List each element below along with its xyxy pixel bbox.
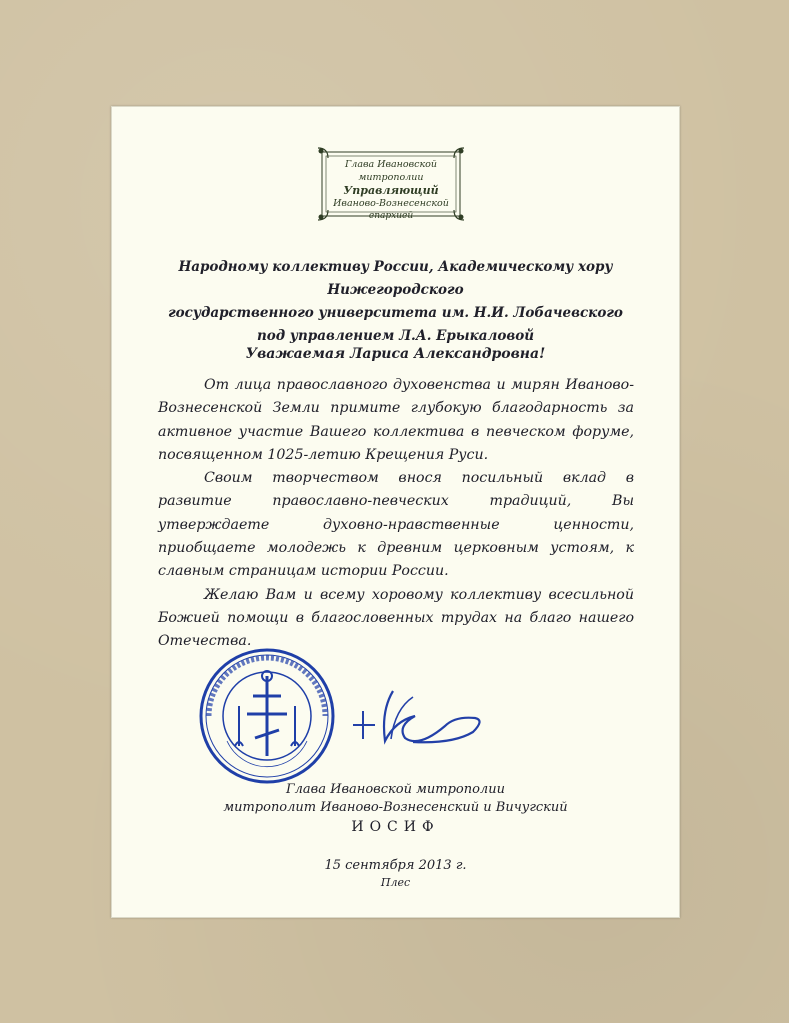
signatory-position: митрополит Иваново-Вознесенский и Вичугский — [223, 800, 568, 815]
signature-icon — [333, 681, 503, 751]
addressee-line-3: под управлением Л.А. Ерыкаловой — [256, 328, 535, 344]
letter-place: Плес — [380, 876, 411, 889]
paragraph-1: От лица православного духовенства и мирян Иваново-Вознесенской Земли примите глубокую благодарность за активное участие Вашего коллектива в певческом форуме, посвященном 1025-летию Крещения Руси. — [158, 377, 634, 463]
letter-sheet — [111, 106, 680, 918]
addressee-block — [151, 256, 640, 348]
letterhead-line-4: епархией — [368, 211, 414, 221]
letter-date: 15 сентября 2013 г. — [324, 858, 467, 873]
addressee-line-2: государственного университета им. Н.И. Лобачевского — [168, 305, 623, 321]
letterhead-line-2: Управляющий — [343, 184, 439, 197]
salutation: Уважаемая Лариса Александровна! — [245, 346, 546, 362]
addressee-line-1: Народному коллективу России, Академическому хору Нижегородского — [178, 259, 613, 298]
signatory-name: ИОСИФ — [351, 819, 440, 835]
signatory-title: Глава Ивановской митрополии — [286, 782, 505, 797]
letterhead-line-3: Иваново-Вознесенской — [333, 198, 449, 209]
paragraph-3: Желаю Вам и всему хоровому коллективу всесильной Божией помощи в благословенных трудах на благо нашего Отечества. — [158, 586, 634, 650]
paragraph-2: Своим творчеством внося посильный вклад в развитие православно-певческих традиций, Вы утверждаете духовно-нравственные ценности, приобщаете молодежь к древним церковным устоям, к славным страницам истории России. — [158, 470, 634, 580]
letterhead-stamp — [316, 146, 466, 222]
letterhead-line-1: Глава Ивановской митрополии — [344, 159, 438, 183]
official-seal-icon — [197, 646, 337, 786]
letter-body — [158, 374, 634, 654]
